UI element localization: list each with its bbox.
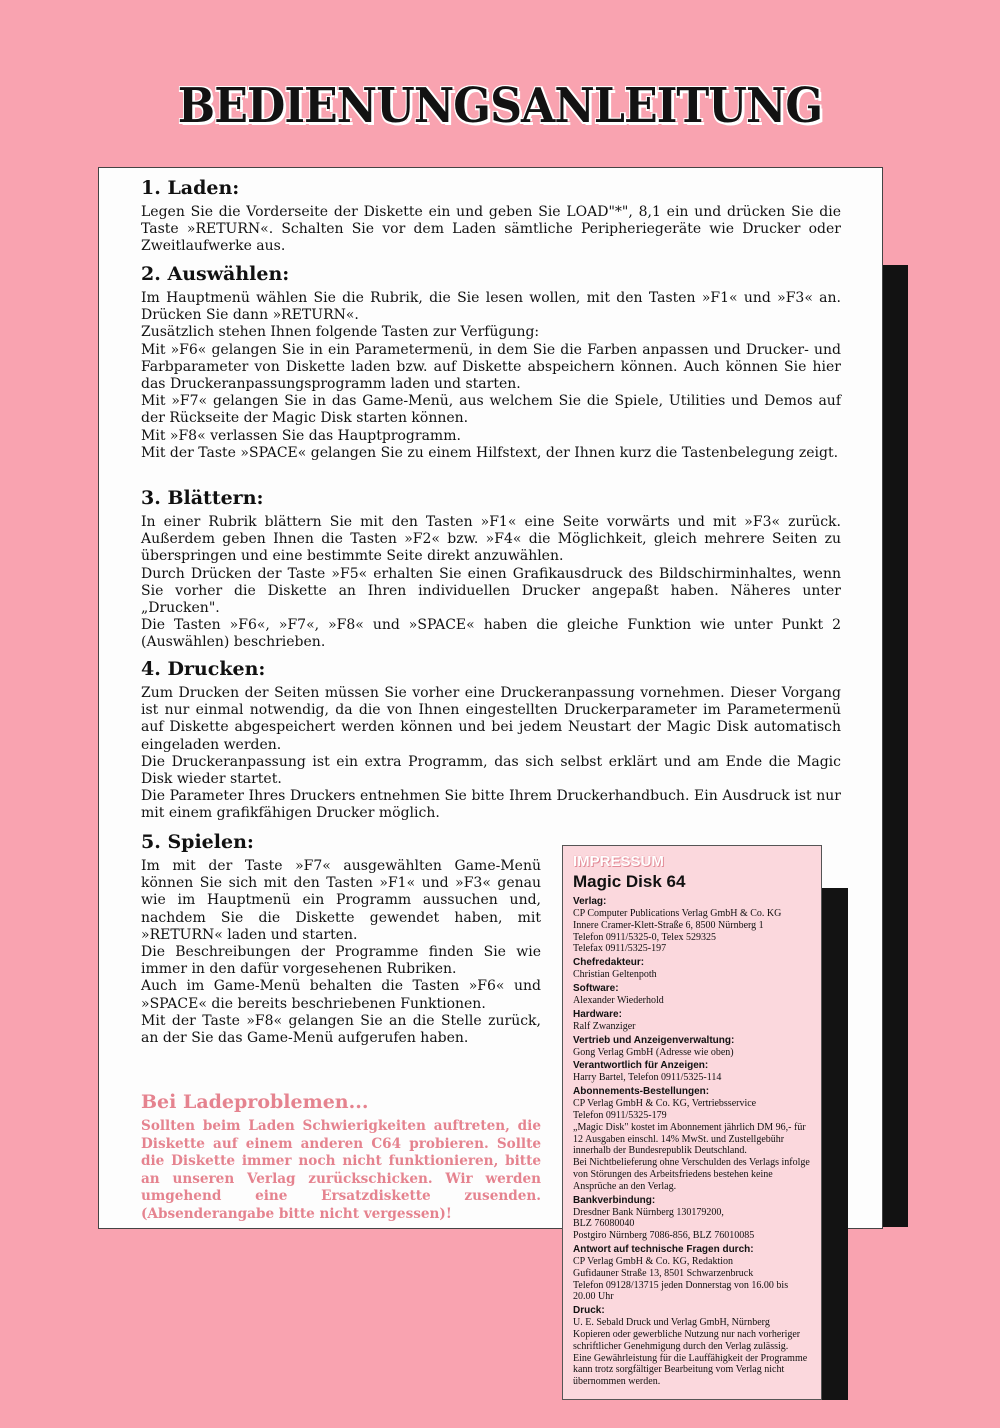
section-text: Zum Drucken der Seiten müssen Sie vorher eine Druckeranpassung vornehmen. Dieser Vorgang ist nur einmal notwendig, da die von Ihnen eingestellten Druckerparameter im Parametermenü auf Diskette abgespeichert werden können und bei jedem Neustart der Magic Disk automatisch eingeladen werden. Die Druckeranpassung ist ein extra Programm, das sich selbst erklärt und am Ende die Magic Disk wieder startet. Die Parameter Ihres Druckers entnehmen Sie bitte Ihrem Druckerhandbuch. Ein Ausdruck ist nur mit einem grafikfähigen Drucker möglich.: [141, 685, 841, 822]
impressum-entry-text: Harry Bartel, Telefon 0911/5325-114: [573, 1072, 722, 1084]
load-problems-text: Sollten beim Laden Schwierigkeiten auftreten, die Diskette auf einem anderen C64 probieren. Sollte die Diskette immer noch nicht funktionieren, bitte an unseren Verlag zurückschicken. Wir werden umgehend eine Ersatzdiskette zusenden.(Absenderangabe bitte nicht vergessen)!: [141, 1118, 541, 1222]
impressum-entry-heading: Verantwortlich für Anzeigen:: [573, 1060, 709, 1072]
impressum-entry-text: Dresdner Bank Nürnberg 130179200, BLZ 76080040 Postgiro Nürnberg 7086-856, BLZ 76010085: [573, 1206, 755, 1242]
section-heading: 1. Laden:: [141, 177, 240, 199]
impressum-entry-heading: Verlag:: [573, 896, 607, 907]
page-title: BEDIENUNGSANLEITUNG: [177, 78, 823, 134]
section-text: Im mit der Taste »F7« ausgewählten Game-Menü können Sie sich mit den Tasten »F1« und »F3« genau wie im Hauptmenü ein Programm aussuchen und, nachdem Sie die Diskette gewendet haben, mit »RETURN« laden und starten. Die Beschreibungen der Programme finden Sie wie immer in den dafür vorgesehenen Rubriken. Auch im Game-Menü behalten die Tasten »F6« und »SPACE« die bereits beschriebenen Funktionen. Mit der Taste »F8« gelangen Sie an die Stelle zurück, an der Sie das Game-Menü aufgerufen haben.: [141, 858, 541, 1047]
section-text: Legen Sie die Vorderseite der Diskette ein und geben Sie LOAD"*", 8,1 ein und drücken Sie die Taste »RETURN«. Schalten Sie vor dem Laden sämtliche Peripheriegeräte wie Drucker oder Zweitlaufwerke aus.: [141, 204, 841, 255]
impressum-entry-text: U. E. Sebald Druck und Verlag GmbH, Nürnberg Kopieren oder gewerbliche Nutzung nur nach vorheriger schriftlicher Genehmigung durch den Verlag zulässig. Eine Gewährleistung für die Lauffähigkeit der Programme kann trotz sorgfältiger Bearbeitung vom Verlag nicht übernommen werden.: [573, 1317, 808, 1388]
section-heading: 2. Auswählen:: [141, 263, 290, 285]
impressum-entries: [573, 896, 811, 1388]
impressum-entry-text: CP Verlag GmbH & Co. KG, Redaktion Gufidauner Straße 13, 8501 Schwarzenbruck Telefon 09128/13715 jeden Donnerstag von 16.00 bis 20.00 Uhr: [573, 1255, 789, 1303]
impressum-box: [562, 845, 822, 1400]
section-heading: 3. Blättern:: [141, 487, 264, 509]
impressum-entry-text: Ralf Zwanziger: [573, 1020, 636, 1032]
impressum-label: IMPRESSUM: [573, 853, 664, 870]
load-problems-box: [141, 1090, 541, 1223]
section-text: Im Hauptmenü wählen Sie die Rubrik, die Sie lesen wollen, mit den Tasten »F1« und »F3« an. Drücken Sie dann »RETURN«. Zusätzlich stehen Ihnen folgende Tasten zur Verfügung: Mit »F6« gelangen Sie in ein Parametermenü, in dem Sie die Farben anpassen und Drucker- und Farbparameter von Diskette laden bzw. auf Diskette abspeichern können. Auch können Sie hier das Druckeranpassungsprogramm laden und starten. Mit »F7« gelangen Sie in das Game-Menü, aus welchem Sie die Spiele, Utilities und Demos auf der Rückseite der Magic Disk starten können. Mit »F8« verlassen Sie das Hauptprogramm. Mit der Taste »SPACE« gelangen Sie zu einem Hilfstext, der Ihnen kurz die Tastenbelegung zeigt.: [141, 290, 841, 461]
impressum-entry-heading: Abonnements-Bestellungen:: [573, 1086, 710, 1098]
impressum-entry-text: Gong Verlag GmbH (Adresse wie oben): [573, 1046, 734, 1058]
section-heading: 5. Spielen:: [141, 831, 254, 853]
impressum-entry-heading: Hardware:: [573, 1008, 622, 1020]
section-spielen: [141, 830, 541, 1047]
load-problems-heading: Bei Ladeproblemen...: [141, 1091, 369, 1113]
impressum-entry-heading: Chefredakteur:: [573, 957, 645, 969]
section-text: In einer Rubrik blättern Sie mit den Tasten »F1« eine Seite vorwärts und mit »F3« zurück. Außerdem geben Ihnen die Tasten »F2« bzw. »F4« die Möglichkeit, gleich mehrere Seiten zu überspringen und eine bestimmte Seite direkt anzuwählen. Durch Drücken der Taste »F5« erhalten Sie einen Grafikausdruck des Bildschirminhaltes, wenn Sie vorher die Diskette an Ihren individuellen Drucker angepaßt haben. Näheres unter „Drucken". Die Tasten »F6«, »F7«, »F8« und »SPACE« haben die gleiche Funktion wie unter Punkt 2 (Auswählen) beschrieben.: [141, 514, 841, 651]
section-laden: [141, 176, 841, 256]
magazine-name: Magic Disk 64: [573, 872, 686, 891]
impressum-entry-text: Christian Geltenpoth: [573, 969, 657, 981]
impressum-entry-heading: Vertrieb und Anzeigenverwaltung:: [573, 1034, 735, 1046]
impressum-entry-text: CP Verlag GmbH & Co. KG, Vertriebsservice Telefon 0911/5325-179 „Magic Disk" kostet im Abonnement jährlich DM 96,- für 12 Ausgaben einschl. 14% MwSt. und Zustellgebühr innerhalb der Bundesrepublik Deutschland. Bei Nichtbelieferung ohne Verschulden des Verlags infolge von Störungen des Arbeitsfriedens bestehen keine Ansprüche an den Verlag.: [573, 1098, 810, 1192]
section-blaettern: [141, 486, 841, 652]
section-auswaehlen: [141, 262, 841, 462]
impressum-entry-heading: Software:: [573, 982, 619, 994]
impressum-entry-text: CP Computer Publications Verlag GmbH & Co. KG Innere Cramer-Klett-Straße 6, 8500 Nürnberg 1 Telefon 0911/5325-0, Telex 529325 Telefax 0911/5325-197: [573, 908, 782, 955]
impressum-entry-heading: Bankverbindung:: [573, 1194, 656, 1206]
impressum-entry-heading: Druck:: [573, 1305, 605, 1317]
section-drucken: [141, 657, 841, 823]
impressum-entry-text: Alexander Wiederhold: [573, 994, 664, 1006]
section-heading: 4. Drucken:: [141, 658, 266, 680]
impressum-entry-heading: Antwort auf technische Fragen durch:: [573, 1243, 754, 1255]
